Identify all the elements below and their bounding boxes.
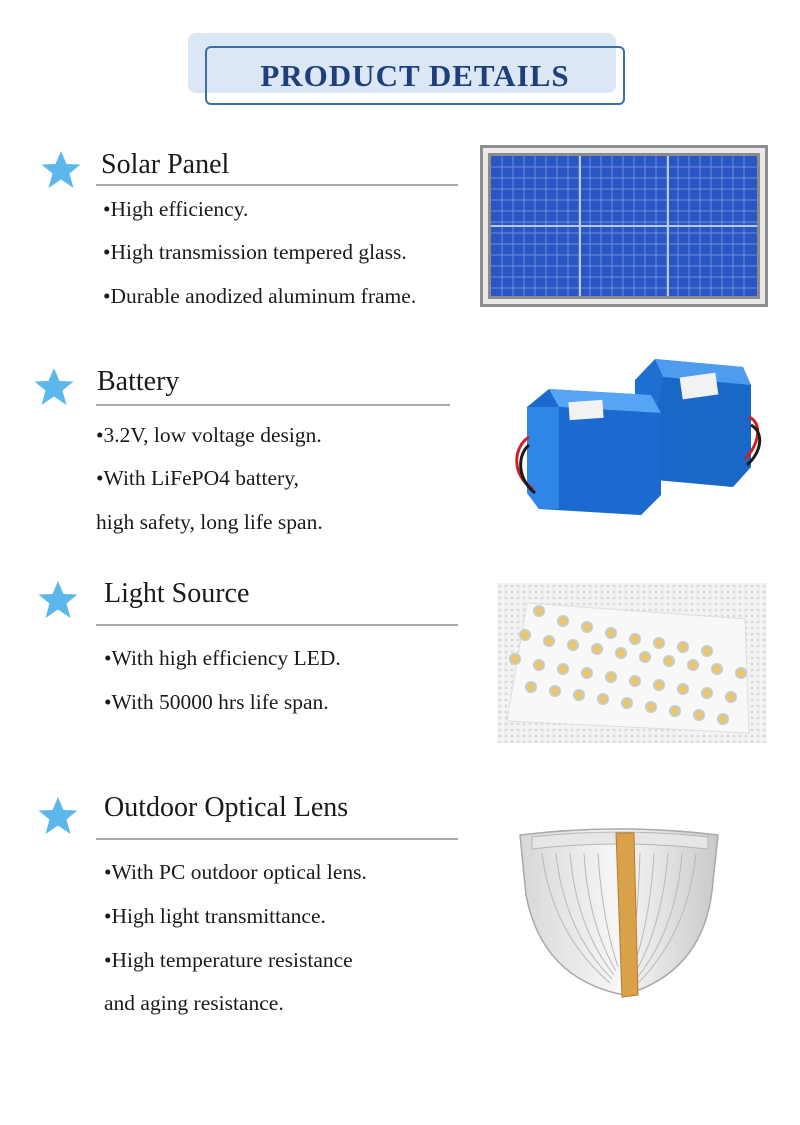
star-icon [40, 150, 82, 190]
list-item: •With LiFePO4 battery, [96, 466, 299, 490]
battery-pack-image [505, 355, 765, 517]
section-title-solar-panel: Solar Panel [101, 149, 230, 180]
optical-lens-image [512, 823, 726, 999]
led-module-image [497, 583, 767, 743]
list-item: •With PC outdoor optical lens. [104, 860, 367, 884]
list-item: •High light transmittance. [104, 904, 326, 928]
list-item: •3.2V, low voltage design. [96, 423, 322, 447]
star-icon [37, 580, 79, 620]
solar-panel-image [480, 145, 768, 307]
section-divider [96, 838, 458, 840]
list-item: •High transmission tempered glass. [103, 240, 407, 264]
section-divider [96, 184, 458, 186]
list-item: •With high efficiency LED. [104, 646, 341, 670]
header-banner [205, 46, 625, 105]
page-title: PRODUCT DETAILS [260, 57, 570, 93]
section-divider [96, 624, 458, 626]
list-item: •With 50000 hrs life span. [104, 690, 329, 714]
list-item: •Durable anodized aluminum frame. [103, 284, 417, 308]
star-icon [37, 796, 79, 836]
section-title-optical-lens: Outdoor Optical Lens [104, 792, 349, 823]
list-item: high safety, long life span. [96, 510, 323, 534]
section-title-battery: Battery [97, 366, 180, 397]
list-item: •High efficiency. [103, 197, 249, 221]
list-item: •High temperature resistance [104, 948, 353, 972]
section-title-light-source: Light Source [104, 578, 250, 609]
section-divider [96, 404, 450, 406]
list-item: and aging resistance. [104, 991, 284, 1015]
star-icon [33, 367, 75, 407]
